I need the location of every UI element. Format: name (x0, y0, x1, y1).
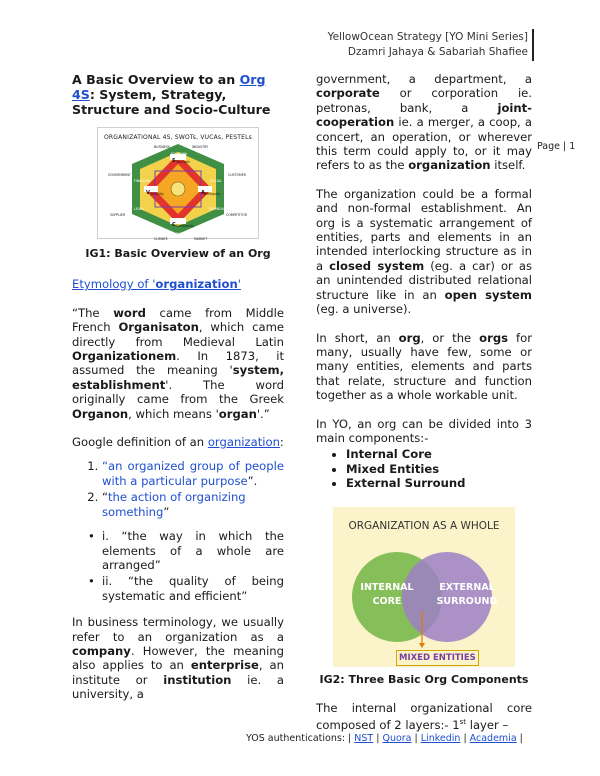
etym-b: organ (218, 406, 257, 421)
outer-label: CLIMATE (154, 237, 168, 241)
etym-t: , which came directly from Medieval Latin (72, 320, 284, 349)
etym-t: . In 1873, it assumed the meaning ' (72, 349, 284, 378)
mixed-entities-label: MIXED ENTITIES (396, 650, 479, 666)
etym-h1: Etymology of ' (72, 277, 156, 292)
biz-t: In business terminology, we usually refer to an organization as a (72, 615, 284, 644)
running-header (328, 30, 528, 60)
inner-label: FINANCIAL (134, 179, 151, 183)
outer-label: GOVERNMENT (108, 173, 131, 177)
word-ambiguity: Ambiguity (204, 192, 221, 196)
figure1-title: ORGANIZATIONAL 4S, SWOTs, VUCAs, PESTELs (103, 134, 253, 141)
external-line2: SURROUND (436, 595, 498, 607)
etym-b: Organisaton (118, 320, 199, 335)
footer-link-linkedin[interactable]: Linkedin (420, 733, 461, 744)
r-t: In short, an (316, 330, 399, 345)
left-column (72, 72, 284, 716)
title-suffix: : System, Strategy, Structure and Socio-Culture (72, 87, 271, 117)
letter-v: V (146, 190, 150, 196)
r-t: , or the (420, 330, 480, 345)
r-t: The internal organizational core composed of 2 layers:- 1 (316, 700, 532, 733)
subitem-1: • i. “the way in which the elements of a whole are arranged” (102, 529, 284, 572)
right-paragraph-2 (316, 187, 532, 317)
r-t: government, a department, a (316, 72, 532, 86)
footer-sep: | (373, 733, 383, 744)
r-b: open system (444, 287, 532, 302)
r-t: (eg. a universe). (316, 302, 412, 317)
r-b: closed system (329, 258, 425, 273)
outer-label: MARKET (194, 237, 208, 241)
google-definitions (72, 459, 284, 519)
core-circle (171, 182, 185, 196)
def2-end: ” (163, 504, 170, 519)
etym-b: Organon (72, 406, 129, 421)
definition-2 (102, 490, 284, 519)
word-volatility: Volatility (150, 192, 164, 196)
header-rule (532, 29, 534, 61)
r-t: The organization could be a formal and non-formal establishment. An org is a systematic arrangement of entities, parts and elements in an intended interlocking structure as in a (316, 186, 532, 273)
etym-t: , which means ' (128, 406, 219, 421)
etym-b: Organizationem (72, 349, 177, 364)
right-paragraph-4: In YO, an org can be divided into 3 main components:- (316, 416, 532, 445)
etym-t: '.” (256, 406, 270, 421)
footer-sep: | (460, 733, 470, 744)
component-item: • Internal Core (346, 447, 532, 461)
org4s-link[interactable]: Org 4S (72, 72, 266, 102)
figure2-caption: IG2: Three Basic Org Components (319, 672, 529, 686)
google-intro-text: Google definition of an (72, 435, 208, 450)
right-paragraph-1 (316, 72, 532, 173)
business-paragraph (72, 615, 284, 701)
page-title (72, 72, 284, 117)
google-organization-link[interactable]: organization (207, 435, 280, 450)
biz-t: ie. a university, a (72, 672, 284, 702)
outer-label: BUSINESS (154, 145, 170, 149)
def2-text: the action of organizing something (102, 490, 246, 519)
footer-link-nst[interactable]: NST (354, 733, 374, 744)
r-sup: st (459, 718, 467, 727)
inner-label: TECHNOLOGY (208, 207, 230, 211)
right-paragraph-3 (316, 331, 532, 403)
etymology-heading (72, 277, 284, 291)
etym-t: came from Middle French (72, 305, 284, 335)
internal-line2: CORE (372, 595, 402, 607)
etym-b: word (113, 305, 146, 320)
figure2-title: ORGANIZATION AS A WHOLE (348, 519, 500, 532)
google-intro (72, 435, 284, 449)
r-b: organization (408, 158, 491, 173)
footer-end: | (516, 733, 523, 744)
figure-org-whole (333, 507, 515, 667)
def2-open: “ (102, 490, 109, 505)
component-item: • External Surround (346, 476, 532, 490)
r-t: layer – (466, 718, 509, 733)
external-line1: EXTERNAL (439, 581, 495, 593)
component-item: • Mixed Entities (346, 462, 532, 476)
footer-sep: | (411, 733, 421, 744)
right-paragraph-5 (316, 701, 532, 733)
biz-b: institution (163, 672, 232, 687)
definition-subitems (72, 529, 284, 603)
r-b: joint-cooperation (316, 100, 532, 130)
etym-h3: ' (237, 277, 241, 292)
inner-label: ENVIRONMENT (166, 232, 190, 236)
footer-link-academia[interactable]: Academia (469, 733, 517, 744)
r-t: ie. a merger, a coop, a concert, an operation, or wherever this term could apply to, or it may refers to as the (316, 115, 532, 173)
inner-label: ECONOMY (171, 152, 188, 156)
letter-c: C (172, 222, 176, 228)
etymology-paragraph (72, 306, 284, 421)
outer-label: INDUSTRY (192, 145, 209, 149)
biz-b: company (72, 643, 131, 658)
mixed-arrowhead (419, 643, 425, 648)
etymology-link[interactable] (72, 277, 241, 291)
internal-core-label (357, 581, 417, 609)
footer (246, 733, 523, 744)
biz-b: enterprise (190, 658, 259, 673)
word-complexity: Complexity (176, 224, 195, 228)
inner-label: LEGAL (134, 207, 145, 211)
def1-end: ”. (247, 473, 258, 488)
page-number: Page | 1 (537, 141, 576, 152)
r-b: org (398, 330, 421, 345)
component-list (316, 447, 532, 490)
outer-label: CUSTOMER (228, 173, 247, 177)
etym-b: system, establishment (72, 363, 284, 392)
right-column (316, 72, 532, 747)
figure1-caption: IG1: Basic Overview of an Org (85, 247, 271, 260)
figure-org-4s (97, 127, 259, 239)
title-prefix: A Basic Overview to an (72, 72, 240, 87)
etym-t: “The (72, 305, 114, 320)
letter-s: S (172, 158, 176, 164)
r-t: (eg. a car) or as an unintended distributed relational structure like in an (316, 258, 532, 302)
outer-label: SUPPLIER (110, 213, 126, 217)
google-colon: : (279, 435, 284, 450)
word-strength: Strength (176, 160, 190, 164)
letter-a: A (201, 190, 205, 196)
r-b: orgs (479, 330, 509, 345)
r-t: or corporation ie. petronas, bank, a (316, 86, 532, 115)
etym-h2: organization (155, 277, 238, 292)
inner-label: SOCIAL (210, 179, 222, 183)
header-authors: Dzamri Jahaya & Sabariah Shafiee (347, 46, 528, 58)
def1-text: “an organized group of people with a particular purpose (102, 459, 284, 488)
internal-line1: INTERNAL (360, 581, 414, 593)
r-b: corporate (316, 86, 380, 101)
definition-1 (102, 459, 284, 488)
header-series: YellowOcean Strategy [YO Mini Series] (327, 31, 528, 43)
r-t: for many, usually have few, some or many entities, elements and parts that relate, structure and function together as a whole workable unit. (316, 330, 532, 403)
etym-t: '. The word originally came from the Greek (72, 377, 284, 407)
footer-link-quora[interactable]: Quora (382, 733, 412, 744)
footer-prefix: YOS authentications: | (246, 733, 355, 744)
r-t: itself. (490, 158, 526, 173)
external-surround-label (431, 581, 503, 609)
outer-label: COMPETITOR (226, 213, 247, 217)
biz-t: , an institute or (72, 658, 285, 687)
biz-t: . However, the meaning also applies to an (72, 643, 284, 673)
subitem-2: • ii. “the quality of being systematic and efficient” (102, 574, 284, 603)
